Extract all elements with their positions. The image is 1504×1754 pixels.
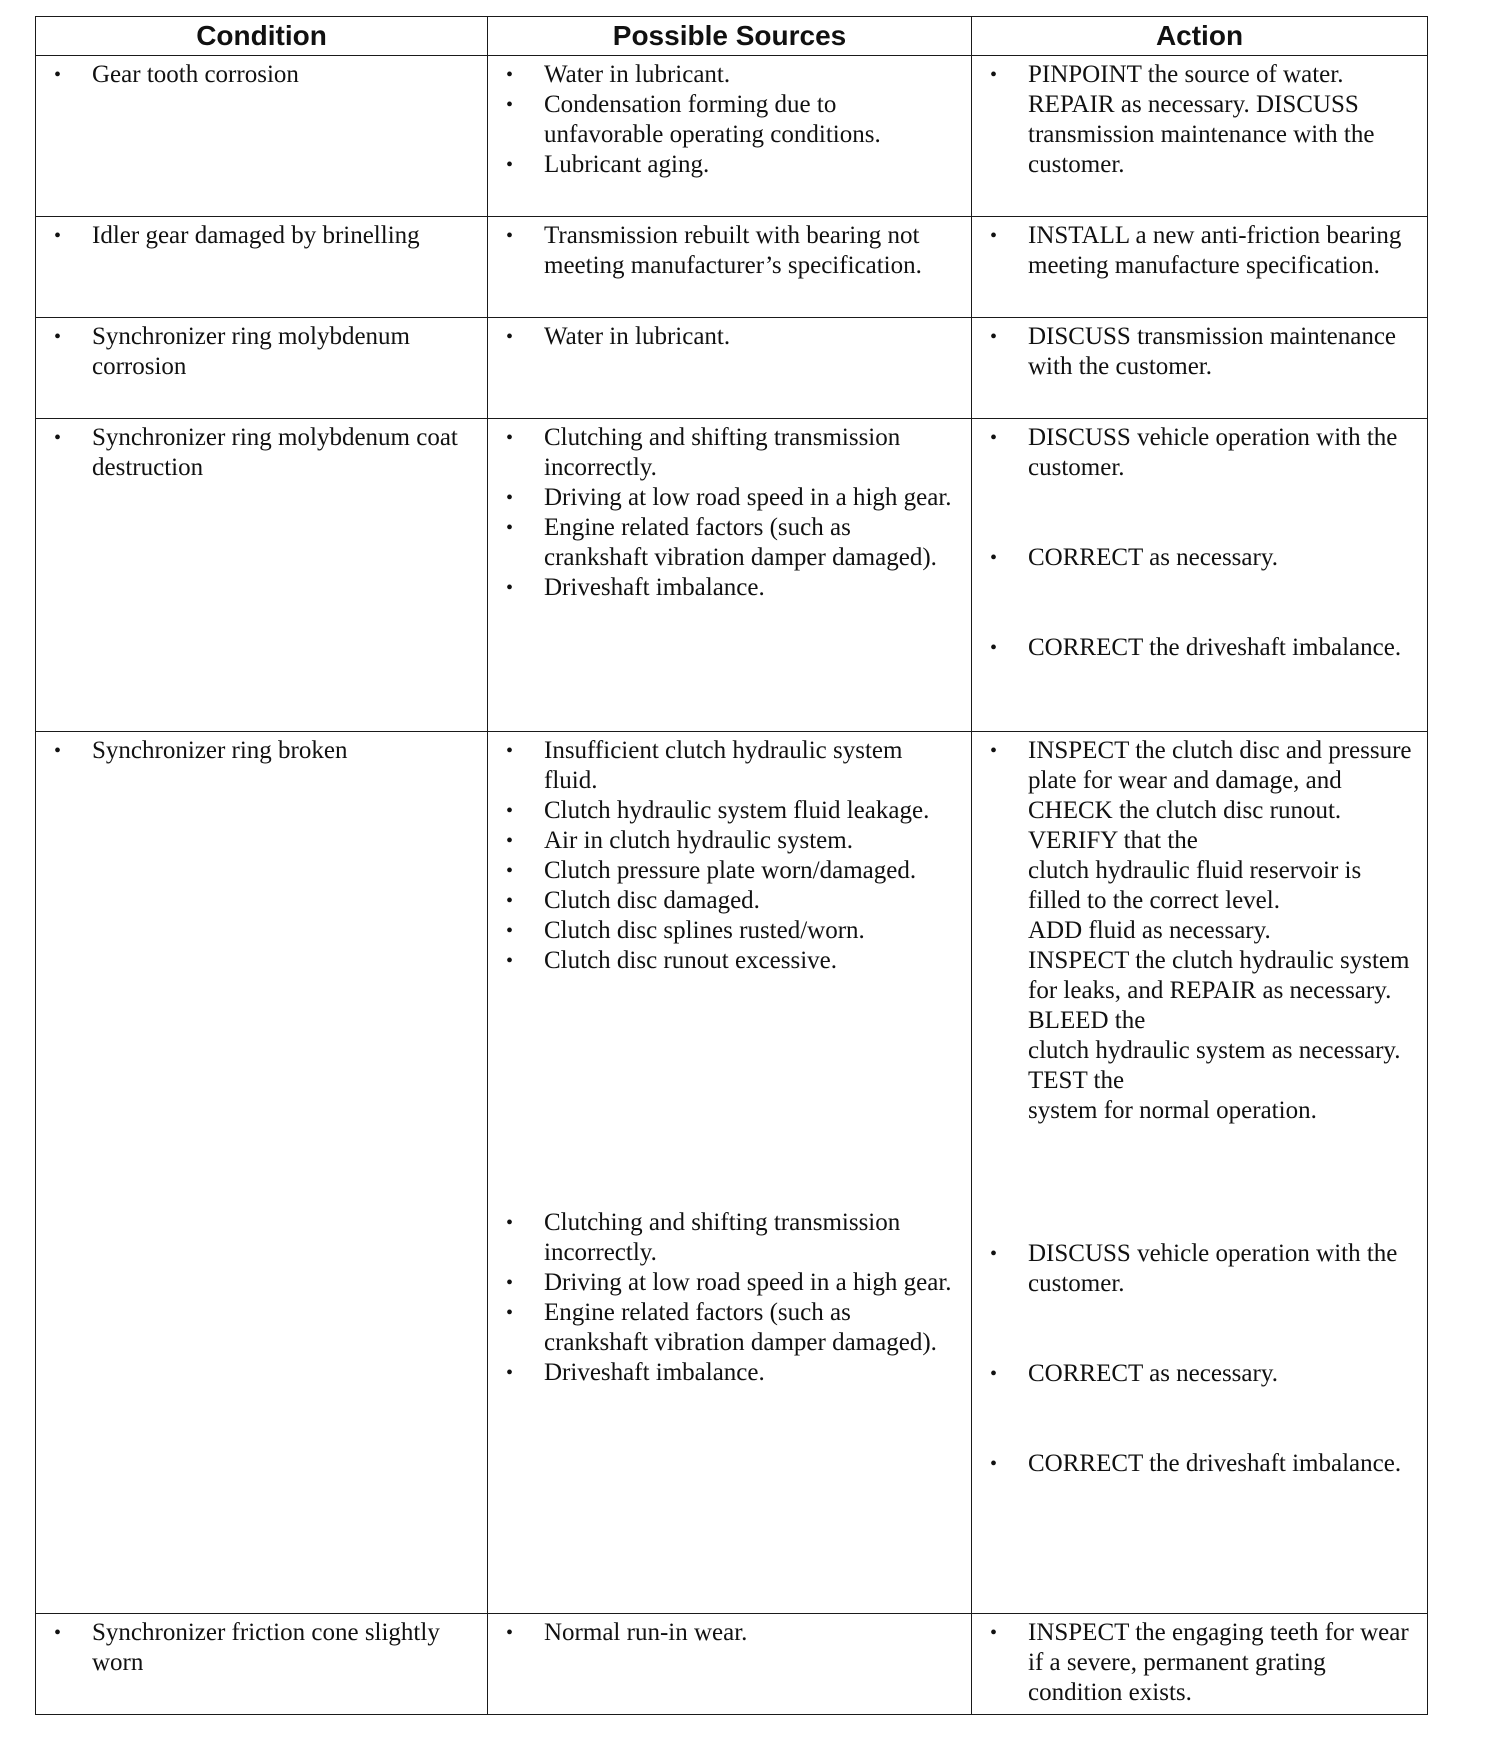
condition-item: • Synchronizer ring broken (48, 736, 477, 766)
condition-item: • Idler gear damaged by brinelling (48, 221, 477, 251)
action-cell (972, 217, 1428, 318)
condition-cell (36, 419, 488, 732)
action-item: • CORRECT as necessary. (984, 1359, 1417, 1389)
action-cell (972, 1614, 1428, 1715)
action-item: • INSPECT the engaging teeth for wear if a severe, permanent grating condition exists. (984, 1618, 1417, 1708)
action-cell (972, 318, 1428, 419)
table-header-row (36, 17, 1428, 56)
sources-cell (488, 1614, 972, 1715)
source-item: • Clutch hydraulic system fluid leakage. (500, 796, 961, 826)
source-item: • Driving at low road speed in a high gear. (500, 483, 961, 513)
table-row (36, 217, 1428, 318)
condition-cell (36, 318, 488, 419)
action-line: system for normal operation. (1028, 1097, 1317, 1124)
diagnosis-table (35, 16, 1428, 1715)
table-row (36, 318, 1428, 419)
action-line: TEST the (1028, 1067, 1125, 1094)
action-line: INSPECT the clutch hydraulic system for leaks, and REPAIR as necessary. (1028, 947, 1410, 1004)
action-line: • INSPECT the clutch disc and pressure plate for wear and damage, and CHECK the clutch disc runout. (1028, 737, 1412, 824)
header-condition: Condition (36, 17, 488, 56)
action-item: • DISCUSS vehicle operation with the customer. (984, 423, 1417, 483)
action-item: • DISCUSS transmission maintenance with the customer. (984, 322, 1417, 382)
sources-cell (488, 56, 972, 217)
source-item: • Condensation forming due to unfavorable operating conditions. (500, 90, 961, 150)
action-line: clutch hydraulic fluid reservoir is filled to the correct level. (1028, 857, 1362, 914)
source-item: • Transmission rebuilt with bearing not meeting manufacturer’s specification. (500, 221, 961, 281)
source-item: • Clutching and shifting transmission incorrectly. (500, 423, 961, 483)
source-item: • Engine related factors (such as crankshaft vibration damper damaged). (500, 1298, 961, 1358)
condition-cell (36, 217, 488, 318)
action-line: VERIFY that the (1028, 827, 1198, 854)
sources-cell (488, 217, 972, 318)
source-item: • Clutch disc runout excessive. (500, 946, 961, 976)
action-item: • INSTALL a new anti-friction bearing meeting manufacture specification. (984, 221, 1417, 281)
table-row (36, 56, 1428, 217)
action-item: • DISCUSS vehicle operation with the customer. (984, 1239, 1417, 1299)
header-action: Action (972, 17, 1428, 56)
header-possible-sources: Possible Sources (488, 17, 972, 56)
sources-cell (488, 419, 972, 732)
source-item: • Driveshaft imbalance. (500, 1358, 961, 1388)
source-item: • Air in clutch hydraulic system. (500, 826, 961, 856)
source-item: • Driveshaft imbalance. (500, 573, 961, 603)
action-cell (972, 56, 1428, 217)
source-item: • Engine related factors (such as crankshaft vibration damper damaged). (500, 513, 961, 573)
source-item: • Clutch disc damaged. (500, 886, 961, 916)
condition-cell (36, 56, 488, 217)
source-item: • Clutch pressure plate worn/damaged. (500, 856, 961, 886)
source-item: • Clutching and shifting transmission incorrectly. (500, 1208, 961, 1268)
table-row (36, 732, 1428, 1614)
action-cell (972, 732, 1428, 1614)
sources-cell (488, 318, 972, 419)
source-item: • Clutch disc splines rusted/worn. (500, 916, 961, 946)
condition-item: • Synchronizer ring molybdenum corrosion (48, 322, 477, 382)
source-item: • Water in lubricant. (500, 60, 961, 90)
condition-cell (36, 732, 488, 1614)
source-item: • Water in lubricant. (500, 322, 961, 352)
action-item: • CORRECT the driveshaft imbalance. (984, 633, 1417, 663)
action-item: • CORRECT the driveshaft imbalance. (984, 1449, 1417, 1479)
table-row (36, 1614, 1428, 1715)
condition-item: • Gear tooth corrosion (48, 60, 477, 90)
action-line: clutch hydraulic system as necessary. (1028, 1037, 1401, 1064)
source-item: • Normal run-in wear. (500, 1618, 961, 1648)
source-item: • Driving at low road speed in a high gear. (500, 1268, 961, 1298)
sources-cell (488, 732, 972, 1614)
action-item: • CORRECT as necessary. (984, 543, 1417, 573)
action-line: BLEED the (1028, 1007, 1146, 1034)
source-item: • Lubricant aging. (500, 150, 961, 180)
action-cell (972, 419, 1428, 732)
action-item (984, 736, 1417, 1126)
source-item: • Insufficient clutch hydraulic system fluid. (500, 736, 961, 796)
table-row (36, 419, 1428, 732)
action-line: ADD fluid as necessary. (1028, 917, 1271, 944)
action-item: • PINPOINT the source of water. REPAIR as necessary. DISCUSS transmission maintenance with the customer. (984, 60, 1417, 180)
condition-item: • Synchronizer friction cone slightly worn (48, 1618, 477, 1678)
condition-item: • Synchronizer ring molybdenum coat destruction (48, 423, 477, 483)
condition-cell (36, 1614, 488, 1715)
